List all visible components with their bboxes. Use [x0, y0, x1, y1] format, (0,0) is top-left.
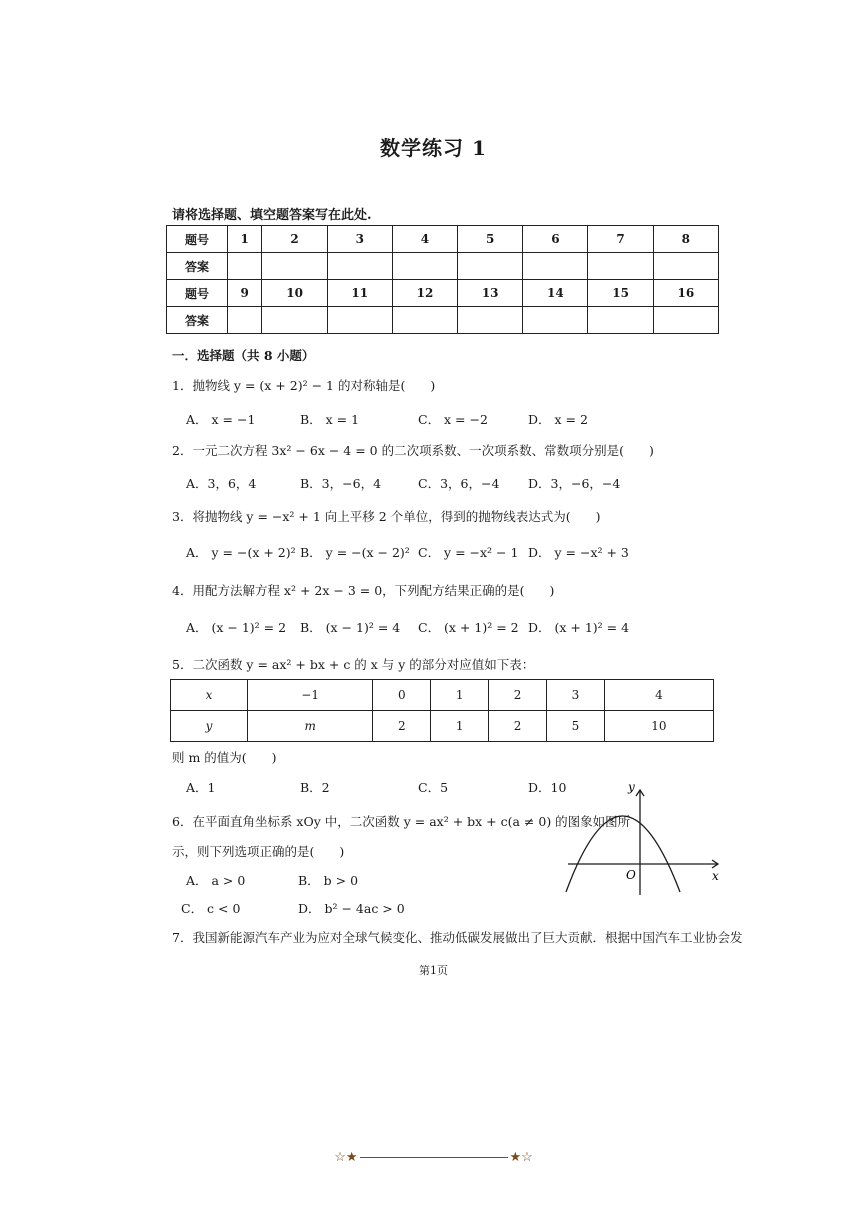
question-number: 8 [653, 226, 718, 253]
question-number: 7 [588, 226, 653, 253]
graph-origin-label: O [626, 868, 636, 882]
question-4-stem: 4．用配方法解方程 x² + 2x − 3 = 0，下列配方结果正确的是( ) [172, 583, 555, 598]
parabola-curve [566, 816, 680, 892]
table-row [167, 280, 719, 307]
q5-option-a[interactable]: A．1 [186, 780, 216, 795]
footer-stars-right: ★☆ [509, 1150, 533, 1165]
answer-table [166, 225, 719, 334]
question-number: 16 [653, 280, 718, 307]
q1-option-d[interactable]: D． x = 2 [528, 412, 588, 427]
footer-line [360, 1157, 508, 1158]
page-title: 数学练习 1 [380, 136, 487, 160]
q3-option-b[interactable]: B． y = −(x − 2)² [300, 545, 410, 560]
q3-option-a[interactable]: A． y = −(x + 2)² [186, 545, 296, 560]
q6-option-c[interactable]: C． c < 0 [181, 901, 241, 916]
graph-x-label: x [712, 869, 719, 883]
answer-cell[interactable] [262, 253, 327, 280]
answer-cell[interactable] [523, 253, 588, 280]
footer-stars-left: ☆★ [334, 1150, 358, 1165]
table-cell: 2 [489, 680, 547, 711]
q3-option-c[interactable]: C． y = −x² − 1 [418, 545, 519, 560]
question-number: 12 [392, 280, 457, 307]
question-number: 14 [523, 280, 588, 307]
question-5-follow: 则 m 的值为( ) [172, 750, 277, 765]
table-cell: −1 [248, 680, 373, 711]
question-number: 5 [458, 226, 523, 253]
table-cell: 3 [546, 680, 604, 711]
answer-cell[interactable] [228, 253, 262, 280]
answer-cell[interactable] [392, 253, 457, 280]
question-6-stem: 6．在平面直角坐标系 xOy 中，二次函数 y = ax² + bx + c(a ≠ 0) 的图象如图所 [172, 814, 631, 829]
question-number: 10 [262, 280, 327, 307]
row-label-number: 题号 [167, 280, 228, 307]
question-number: 3 [327, 226, 392, 253]
q2-option-d[interactable]: D．3，−6，−4 [528, 476, 621, 491]
question-number: 4 [392, 226, 457, 253]
table-cell: m [248, 711, 373, 742]
table-row [167, 226, 719, 253]
q4-option-c[interactable]: C． (x + 1)² = 2 [418, 620, 519, 635]
answer-cell[interactable] [588, 253, 653, 280]
answer-cell[interactable] [392, 307, 457, 334]
question-5-stem: 5．二次函数 y = ax² + bx + c 的 x 与 y 的部分对应值如下表： [172, 657, 535, 672]
question-2-stem: 2．一元二次方程 3x² − 6x − 4 = 0 的二次项系数、一次项系数、常数项分别是( ) [172, 443, 654, 458]
table-cell: 1 [431, 680, 489, 711]
table-row [171, 680, 714, 711]
q4-option-a[interactable]: A． (x − 1)² = 2 [186, 620, 287, 635]
table-cell: 4 [604, 680, 713, 711]
q1-option-c[interactable]: C． x = −2 [418, 412, 488, 427]
graph-y-label: y [628, 780, 635, 794]
table-cell: 2 [373, 711, 431, 742]
question-number: 13 [458, 280, 523, 307]
q1-option-b[interactable]: B． x = 1 [300, 412, 360, 427]
question-6-stem-continued: 示，则下列选项正确的是( ) [172, 844, 345, 859]
row-label-answer: 答案 [167, 307, 228, 334]
q1-option-a[interactable]: A． x = −1 [186, 412, 256, 427]
row-label-number: 题号 [167, 226, 228, 253]
answer-cell[interactable] [262, 307, 327, 334]
footer-decoration [0, 1150, 867, 1165]
answer-cell[interactable] [327, 307, 392, 334]
answer-cell[interactable] [653, 307, 718, 334]
q2-option-b[interactable]: B．3，−6，4 [300, 476, 382, 491]
question-number: 1 [228, 226, 262, 253]
question-3-stem: 3．将抛物线 y = −x² + 1 向上平移 2 个单位，得到的抛物线表达式为( ) [172, 509, 601, 524]
row-label-answer: 答案 [167, 253, 228, 280]
question-number: 9 [228, 280, 262, 307]
table-cell: 0 [373, 680, 431, 711]
question-number: 11 [327, 280, 392, 307]
q5-option-d[interactable]: D．10 [528, 780, 567, 795]
instruction-text: 请将选择题、填空题答案写在此处. [172, 208, 372, 223]
answer-cell[interactable] [458, 307, 523, 334]
answer-cell[interactable] [588, 307, 653, 334]
q2-option-a[interactable]: A．3，6，4 [186, 476, 257, 491]
q5-option-c[interactable]: C．5 [418, 780, 449, 795]
question-1-stem: 1．抛物线 y = (x + 2)² − 1 的对称轴是( ) [172, 378, 436, 393]
page-number: 第1页 [419, 964, 448, 977]
q4-option-d[interactable]: D． (x + 1)² = 4 [528, 620, 630, 635]
section-heading: 一．选择题（共 8 小题） [172, 348, 315, 363]
table-row [167, 253, 719, 280]
table-cell: x [171, 680, 248, 711]
table-cell: 2 [489, 711, 547, 742]
answer-cell[interactable] [523, 307, 588, 334]
q6-option-b[interactable]: B． b > 0 [298, 873, 359, 888]
table-row [167, 307, 719, 334]
table-cell: 5 [546, 711, 604, 742]
table-cell: 10 [604, 711, 713, 742]
table-cell: 1 [431, 711, 489, 742]
answer-cell[interactable] [458, 253, 523, 280]
value-table [170, 679, 714, 742]
q5-option-b[interactable]: B．2 [300, 780, 330, 795]
q4-option-b[interactable]: B． (x − 1)² = 4 [300, 620, 401, 635]
question-number: 6 [523, 226, 588, 253]
q6-option-d[interactable]: D． b² − 4ac > 0 [298, 901, 405, 916]
answer-cell[interactable] [228, 307, 262, 334]
table-row [171, 711, 714, 742]
answer-cell[interactable] [653, 253, 718, 280]
q2-option-c[interactable]: C．3，6，−4 [418, 476, 500, 491]
q6-option-a[interactable]: A． a > 0 [186, 873, 246, 888]
answer-cell[interactable] [327, 253, 392, 280]
question-7-stem: 7．我国新能源汽车产业为应对全球气候变化、推动低碳发展做出了巨大贡献．根据中国汽车工业协会发 [172, 930, 743, 945]
q3-option-d[interactable]: D． y = −x² + 3 [528, 545, 629, 560]
parabola-graph [560, 780, 730, 900]
table-cell: y [171, 711, 248, 742]
question-number: 2 [262, 226, 327, 253]
question-number: 15 [588, 280, 653, 307]
